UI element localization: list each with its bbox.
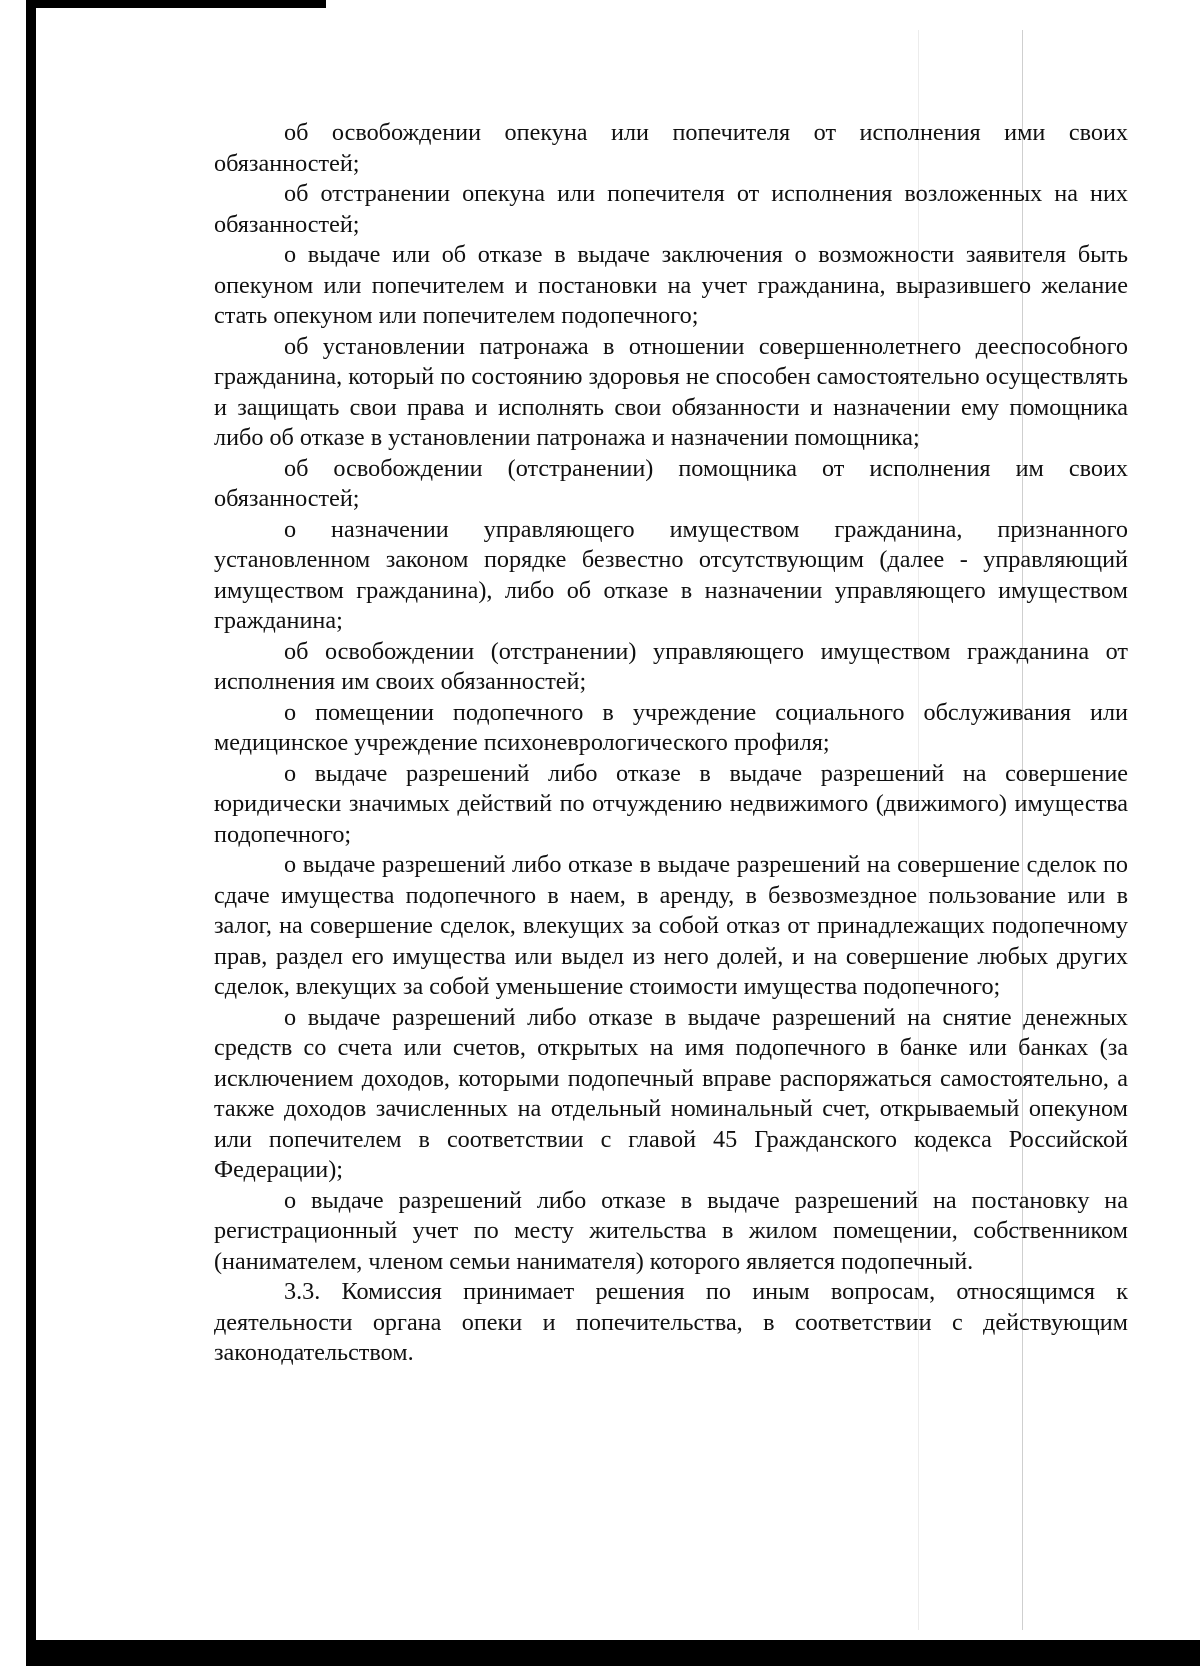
paragraph-release-guardian: об освобождении опекуна или попечителя от исполнения ими своих обязанностей;: [214, 119, 1128, 177]
document-body: [214, 118, 1128, 1369]
scan-border-left: [26, 0, 36, 1666]
paragraph-registration: о выдаче разрешений либо отказе в выдаче разрешений на постановку на регистрационный учет по месту жительства в жилом помещении, собственником (нанимателем, членом семьи нанимателя) которого является подопечный.: [214, 1186, 1128, 1275]
paragraph-release-assistant: об освобождении (отстранении) помощника от исполнения им своих обязанностей;: [214, 454, 1128, 512]
paragraph-removal-guardian: об отстранении опекуна или попечителя от исполнения возложенных на них обязанностей;: [214, 180, 1128, 238]
paragraph-guardian-conclusion: о выдаче или об отказе в выдаче заключения о возможности заявителя быть опекуном или попечителем и постановки на учет гражданина, выразившего желание стать опекуном или попечителем подопечного;: [214, 241, 1128, 329]
paragraph-patronage: об установлении патронажа в отношении совершеннолетнего дееспособного гражданина, который по состоянию здоровья не способен самостоятельно осуществлять и защищать свои права и исполнять свои обязанности и назначении ему помощника либо об отказе в установлении патронажа и назначении помощника;: [214, 332, 1128, 451]
paragraph-property-manager: о назначении управляющего имуществом гражданина, признанного установленном законом порядке безвестно отсутствующим (далее - управляющий имуществом гражданина), либо об отказе в назначении управляющего имуществом гражданина;: [214, 515, 1128, 634]
paragraph-property-alienation: о выдаче разрешений либо отказе в выдаче разрешений на совершение юридически значимых действий по отчуждению недвижимого (движимого) имущества подопечного;: [214, 759, 1128, 848]
paragraph-release-property-manager: об освобождении (отстранении) управляющего имуществом гражданина от исполнения им своих обязанностей;: [214, 637, 1128, 695]
scan-border-bottom: [26, 1640, 1200, 1666]
paragraph-property-transactions: о выдаче разрешений либо отказе в выдаче разрешений на совершение сделок по сдаче имущества подопечного в наем, в аренду, в безвозмездное пользование или в залог, на совершение сделок, влекущих за собой отказ от принадлежащих подопечному прав, раздел его имущества или выдел из него долей, и на совершение любых других сделок, влекущих за собой уменьшение стоимости имущества подопечного;: [214, 851, 1128, 1000]
scan-border-top: [26, 0, 326, 8]
paragraph-section-3-3: 3.3. Комиссия принимает решения по иным вопросам, относящимся к деятельности органа опеки и попечительства, в соответствии с действующим законодательством.: [214, 1278, 1128, 1366]
paragraph-funds-withdrawal: о выдаче разрешений либо отказе в выдаче разрешений на снятие денежных средств со счета или счетов, открытых на имя подопечного в банке или банках (за исключением доходов, которыми подопечный вправе распоряжаться самостоятельно, а также доходов зачисленных на отдельный номинальный счет, открываемый опекуном или попечителем в соответствии с главой 45 Гражданского кодекса Российской Федерации);: [214, 1003, 1128, 1183]
paragraph-placement: о помещении подопечного в учреждение социального обслуживания или медицинское учреждение психоневрологического профиля;: [214, 698, 1128, 756]
